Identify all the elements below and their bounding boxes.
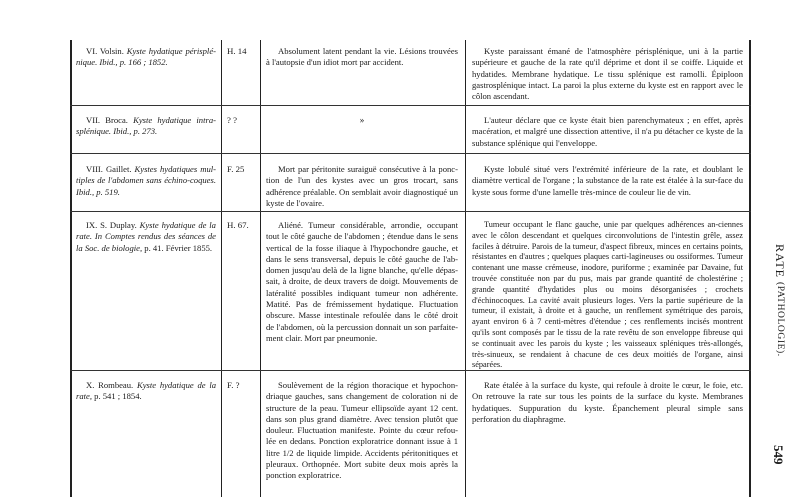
lesion-text: Kyste paraissant émané de l'atmosphère périsplénique, uni à la partie supérieure et gauche de la rate qu'il déprime et dont il se coiffe. Liquide et hydatides. Membrane hydatique. Le tissu splénique est ramolli. Épiploon gastrosplénique intact. La paroi la plus externe du kyste est en rapport avec le côlon ascendant.: [472, 46, 743, 102]
case-source: p. 41. Février 1855.: [144, 242, 213, 253]
case-author: IX. S. Duplay.: [86, 220, 137, 230]
case-author: VII. Broca.: [86, 115, 128, 125]
page-number: 549: [771, 445, 786, 465]
case-author: X. Rombeau.: [86, 380, 134, 390]
case-author: VIII. Gaillet.: [86, 164, 132, 174]
case-source: Ibid., p. 273.: [113, 126, 158, 137]
row-rule: [70, 211, 751, 212]
row-rule: [70, 153, 751, 154]
observation-text: Absolument latent pendant la vie. Lésions trouvées à l'autopsie d'un idiot mort par accident.: [266, 46, 458, 68]
lesion-text: L'auteur déclare que ce kyste était bien parenchymateux ; en effet, après macération, et malgré une dissection attentive, il n'a pu détacher ce kyste de la substance splénique qui l'enveloppe.: [472, 115, 743, 148]
case-reference: [76, 220, 216, 254]
sex-age: F. 25: [227, 164, 245, 174]
case-source: Ibid., p. 166 ; 1852.: [99, 57, 168, 68]
column-rule-right: [749, 40, 751, 497]
lesion-text: Tumeur occupant le flanc gauche, unie par quelques adhérences an-ciennes avec le côlon descendant et quelques circonvolutions de l'intestin grêle, assez faciles à détruire. Parois de la tumeur, d'aspect fibreux, minces en certains points, résistantes en d'autres ; quelques plaques carti-lagineuses ou ossiformes. Tumeur contenant une masse crémeuse, inodore, puriforme ; examinée par Davaine, fut trouvée constituée non par du pus, mais par grande quantité de cholestérine ; grande quantité d'hydatides plus ou moins désorganisées ; crochets d'échinocoques. La cavité avait plusieurs loges. Vers la partie supérieure de la tumeur, il existait, à droite et à gauche, un renflement symétrique des parois, ayant environ 6 à 7 centi-mètres d'étendue ; ces renflements incisés montrent qu'ils sont composés par le tissu de la rate revêtu de son enveloppe fibreuse qui se continuait avec les parois du kyste ; les vaisseaux spléniques très-allongés, très-sinueux, se rendaient à chacune de ces deux moitiés de l'organe, ainsi séparées.: [472, 220, 743, 370]
observation-text: Mort par péritonite suraiguë consécutive à la ponc-tion de l'un des kystes avec un gros trocart, sans adhérence préalable. On semblait avoir diagnostiqué un kyste de l'ovaire.: [266, 164, 458, 208]
column-rule-case: [221, 40, 222, 497]
lesion-text: Rate étalée à la surface du kyste, qui refoule à droite le cœur, le foie, etc. On retrouve la rate sur tous les points de la surface du kyste. Membranes hydatiques. Suppuration du kyste. Épanchement pleural simple sans perforation du diaphragme.: [472, 380, 743, 424]
case-author: VI. Volsin.: [86, 46, 124, 56]
case-title: Kyste hydatique de la rate,: [76, 380, 216, 402]
column-rule-left: [70, 40, 72, 497]
case-reference: [76, 46, 216, 69]
observation-text: Aliéné. Tumeur considérable, arrondie, occupant tout le côté gauche de l'abdomen ; étendue dans le sens vertical de la fosse iliaque à l'hypochondre gauche, et dans le sens transversal, depuis le côté gauche de l'ab-domen jusqu'au delà de la ligne blanche, qu'elle dépas-sait, à droite, de deux travers de doigt. Mouvements de latéralité possibles indiquant tumeur non adhérente. Matité. Pas de frémissement hydatique. Fluctuation obscure. Masse intestinale refoulée dans le côté droit de l'abdomen, où la percussion donnait un son parfaite-ment clair. Mort par pneumonie.: [266, 220, 458, 343]
case-reference: [76, 115, 216, 138]
column-rule-observation: [465, 40, 466, 497]
sex-age: ? ?: [227, 115, 238, 125]
case-title: Kyste hydatique périsplé-nique.: [76, 46, 216, 68]
sex-age: H. 14: [227, 46, 247, 56]
case-title: Kyste hydatique intra-splénique.: [76, 115, 216, 137]
case-reference: [76, 164, 216, 198]
case-source: Ibid., p. 519.: [76, 186, 120, 197]
lesion-text: Kyste lobulé situé vers l'extrémité inférieure de la rate, et doublant le diamètre vertical de l'organe ; la substance de la rate est étalée à la sur-face du kyste sous forme d'une lamelle très-mince de couleur lie de vin.: [472, 164, 743, 197]
sex-age: H. 67.: [227, 220, 249, 230]
row-rule: [70, 105, 751, 106]
sex-age: F. ?: [227, 380, 240, 390]
observation-text: »: [359, 115, 365, 125]
case-title: Kyste hydatique de la rate. In Comptes rendus des séances de la Soc. de biologie,: [76, 220, 216, 253]
running-head-title: RATE: [773, 243, 787, 278]
observation-text: Soulèvement de la région thoracique et hypochon-driaque gauches, sans changement de coloration ni de structure de la peau. Tumeur ellipsoïde ayant 12 cent. dans son plus grand diamètre. Avec tension plutôt que douleur. Fluctuation manifeste. Pointe du cœur refou-lée en dedans. Ponction exploratrice donnant issue à 1 litre 1/2 de liquide limpide. Accidents péritonitiques et pleuraux. Orthopnée. Mort subite deux mois après la ponction exploratrice.: [266, 380, 458, 481]
case-title: Kystes hydatiques mul-tiples de l'abdomen sans échino-coques.: [76, 164, 216, 186]
case-reference: [76, 380, 216, 403]
case-source: p. 541 ; 1854.: [94, 391, 142, 402]
column-rule-sex: [260, 40, 261, 497]
running-head: [755, 225, 787, 375]
running-head-subtitle: (PATHOLOGIE).: [775, 281, 785, 357]
